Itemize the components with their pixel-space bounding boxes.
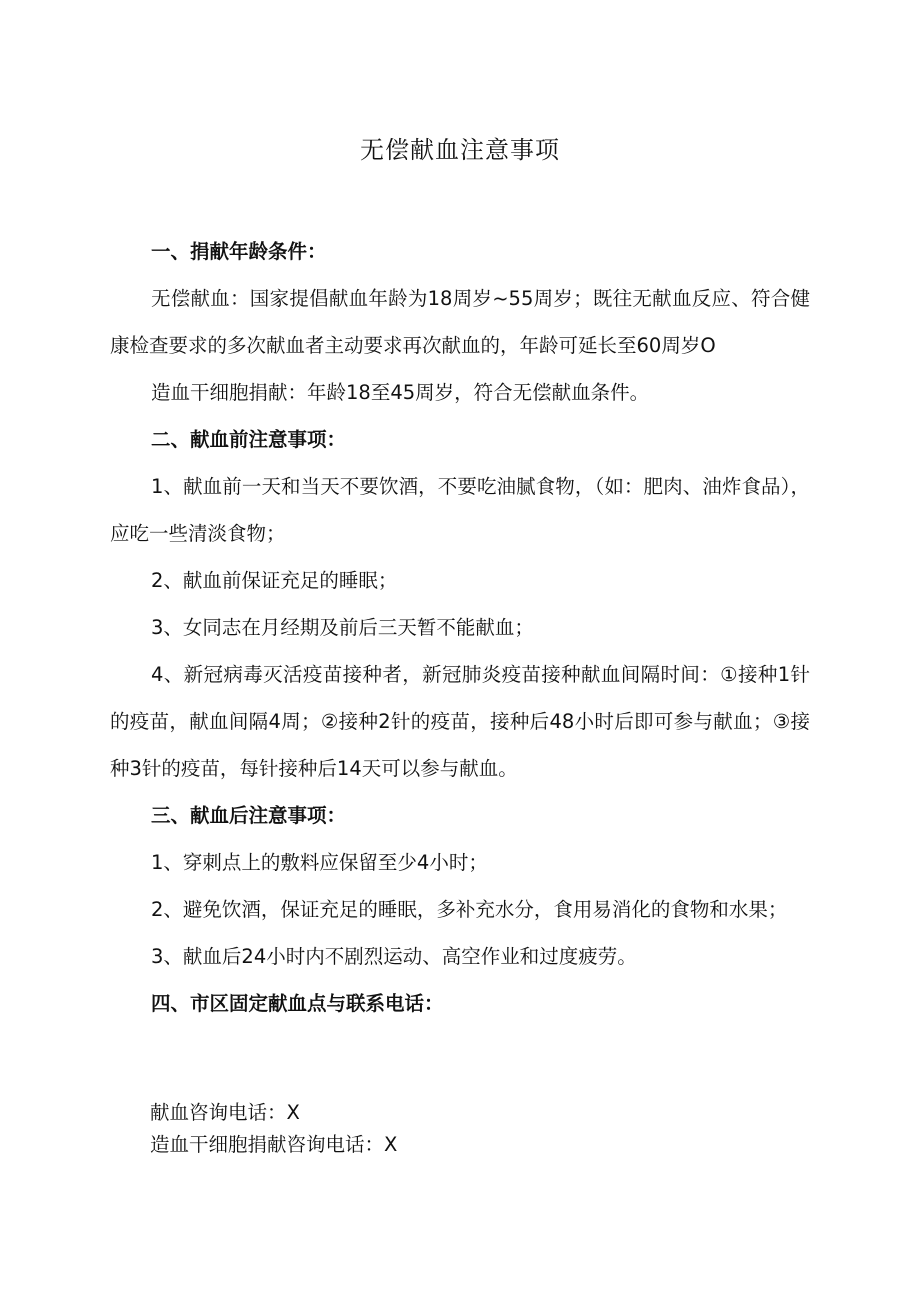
list-item-before-4: 4、新冠病毒灭活疫苗接种者，新冠肺炎疫苗接种献血间隔时间：①接种1针的疫苗，献血间隔4周；②接种2针的疫苗，接种后48小时后即可参与献血；③接种3针的疫苗，每针接种后14天可以参与献血。 <box>110 663 810 780</box>
section-heading-age: 一、捐献年龄条件： <box>151 240 327 263</box>
paragraph-stem-cell-age: 造血干细胞捐献：年龄18至45周岁，符合无偿献血条件。 <box>151 381 650 404</box>
contact-blood-donation-phone: 献血咨询电话：X <box>150 1101 300 1124</box>
paragraph-blood-donation-age: 无偿献血：国家提倡献血年龄为18周岁~55周岁；既往无献血反应、符合健康检查要求的多次献血者主动要求再次献血的，年龄可延长至60周岁O <box>110 287 810 357</box>
document-title: 无偿献血注意事项 <box>360 136 560 164</box>
document-body <box>110 228 810 1027</box>
list-item-after-3: 3、献血后24小时内不剧烈运动、高空作业和过度疲劳。 <box>151 945 637 968</box>
contact-stem-cell-phone: 造血干细胞捐献咨询电话：X <box>150 1133 398 1156</box>
list-item-before-1: 1、献血前一天和当天不要饮酒，不要吃油腻食物，（如：肥肉、油炸食品），应吃一些清淡食物； <box>110 475 810 545</box>
section-heading-after: 三、献血后注意事项： <box>151 804 347 827</box>
contact-block <box>150 1097 810 1161</box>
section-heading-contacts: 四、市区固定献血点与联系电话： <box>151 992 444 1015</box>
list-item-after-1: 1、穿刺点上的敷料应保留至少4小时； <box>151 851 488 874</box>
list-item-after-2: 2、避免饮酒，保证充足的睡眠，多补充水分，食用易消化的食物和水果； <box>151 898 788 921</box>
list-item-before-3: 3、女同志在月经期及前后三天暂不能献血； <box>151 616 534 639</box>
list-item-before-2: 2、献血前保证充足的睡眠； <box>151 569 398 592</box>
section-heading-before: 二、献血前注意事项： <box>151 428 347 451</box>
